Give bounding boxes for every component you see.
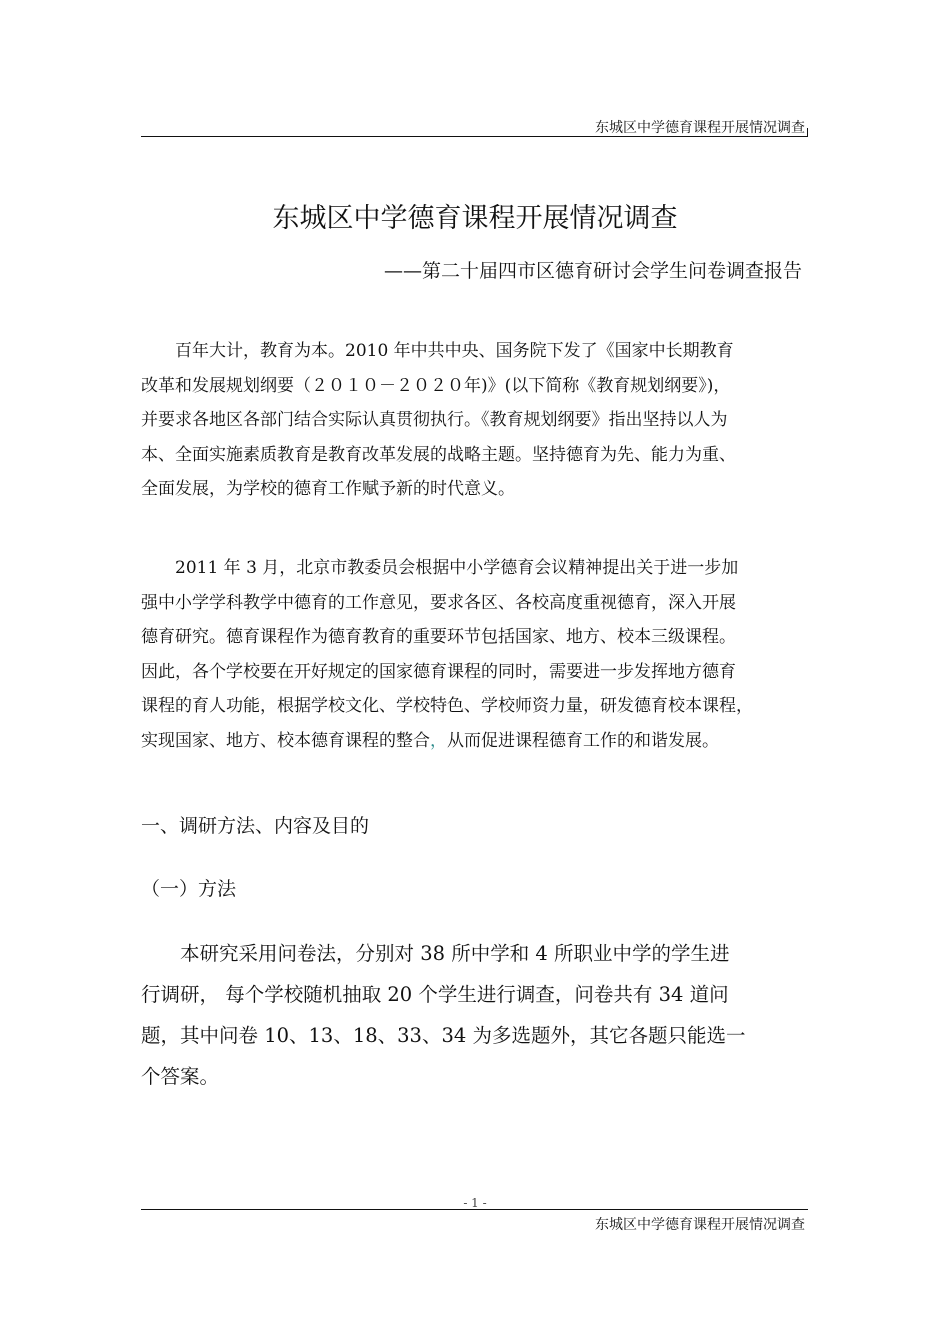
paragraph-line: 德育研究。德育课程作为德育教育的重要环节包括国家、地方、校本三级课程。: [141, 627, 736, 647]
paragraph-background: [141, 551, 809, 758]
paragraph-line: 全面发展，为学校的德育工作赋予新的时代意义。: [141, 479, 515, 499]
paragraph-line-last: [141, 724, 809, 759]
paragraph-line: 本、全面实施素质教育是教育改革发展的战略主题。坚持德育为先、能力为重、: [141, 444, 736, 465]
paragraph-method: [141, 933, 809, 1097]
paragraph-line: 本研究采用问卷法，分别对 38 所中学和 4 所职业中学的学生进: [180, 942, 730, 965]
paragraph-line: 百年大计，教育为本。2010 年中共中央、国务院下发了《国家中长期教育: [175, 341, 734, 361]
paragraph-line: 2011 年 3 月，北京市教委员会根据中小学德育会议精神提出关于进一步加: [175, 558, 739, 578]
paragraph-line: 并要求各地区各部门结合实际认真贯彻执行。《教育规划纲要》指出坚持以人为: [141, 410, 728, 430]
paragraph-intro: [141, 334, 809, 507]
footer-running-title: 东城区中学德育课程开展情况调查: [595, 1217, 805, 1233]
page-number: - 1 -: [463, 1196, 487, 1210]
header-divider-tick: [807, 128, 808, 137]
paragraph-line: 因此，各个学校要在开好规定的国家德育课程的同时，需要进一步发挥地方德育: [141, 661, 736, 682]
paragraph-line: 改革和发展规划纲要（２０１０－２０２０年)》(以下简称《教育规划纲要》)，: [141, 375, 731, 396]
document-subtitle: ——第二十届四市区德育研讨会学生问卷调查报告: [383, 260, 802, 282]
paragraph-comma: ，: [430, 730, 447, 751]
paragraph-line: 强中小学学科教学中德育的工作意见，要求各区、各校高度重视德育，深入开展: [141, 592, 736, 613]
header-divider: [141, 136, 808, 137]
section-heading: 一、调研方法、内容及目的: [141, 815, 370, 837]
paragraph-text: 从而促进课程德育工作的和谐发展。: [447, 730, 719, 751]
paragraph-line: 行调研， 每个学校随机抽取 20 个学生进行调查，问卷共有 34 道问: [141, 983, 729, 1006]
paragraph-line: 课程的育人功能，根据学校文化、学校特色、学校师资力量，研发德育校本课程，: [141, 696, 753, 716]
paragraph-line: 题，其中问卷 10、13、18、33、34 为多选题外，其它各题只能选一: [141, 1024, 746, 1047]
header-running-title: 东城区中学德育课程开展情况调查: [595, 120, 805, 136]
paragraph-line: 个答案。: [141, 1065, 220, 1088]
subsection-heading: （一）方法: [141, 878, 237, 900]
document-title: 东城区中学德育课程开展情况调查: [272, 203, 678, 234]
paragraph-text: 实现国家、地方、校本德育课程的整合: [141, 730, 430, 751]
footer-divider: [141, 1209, 808, 1210]
